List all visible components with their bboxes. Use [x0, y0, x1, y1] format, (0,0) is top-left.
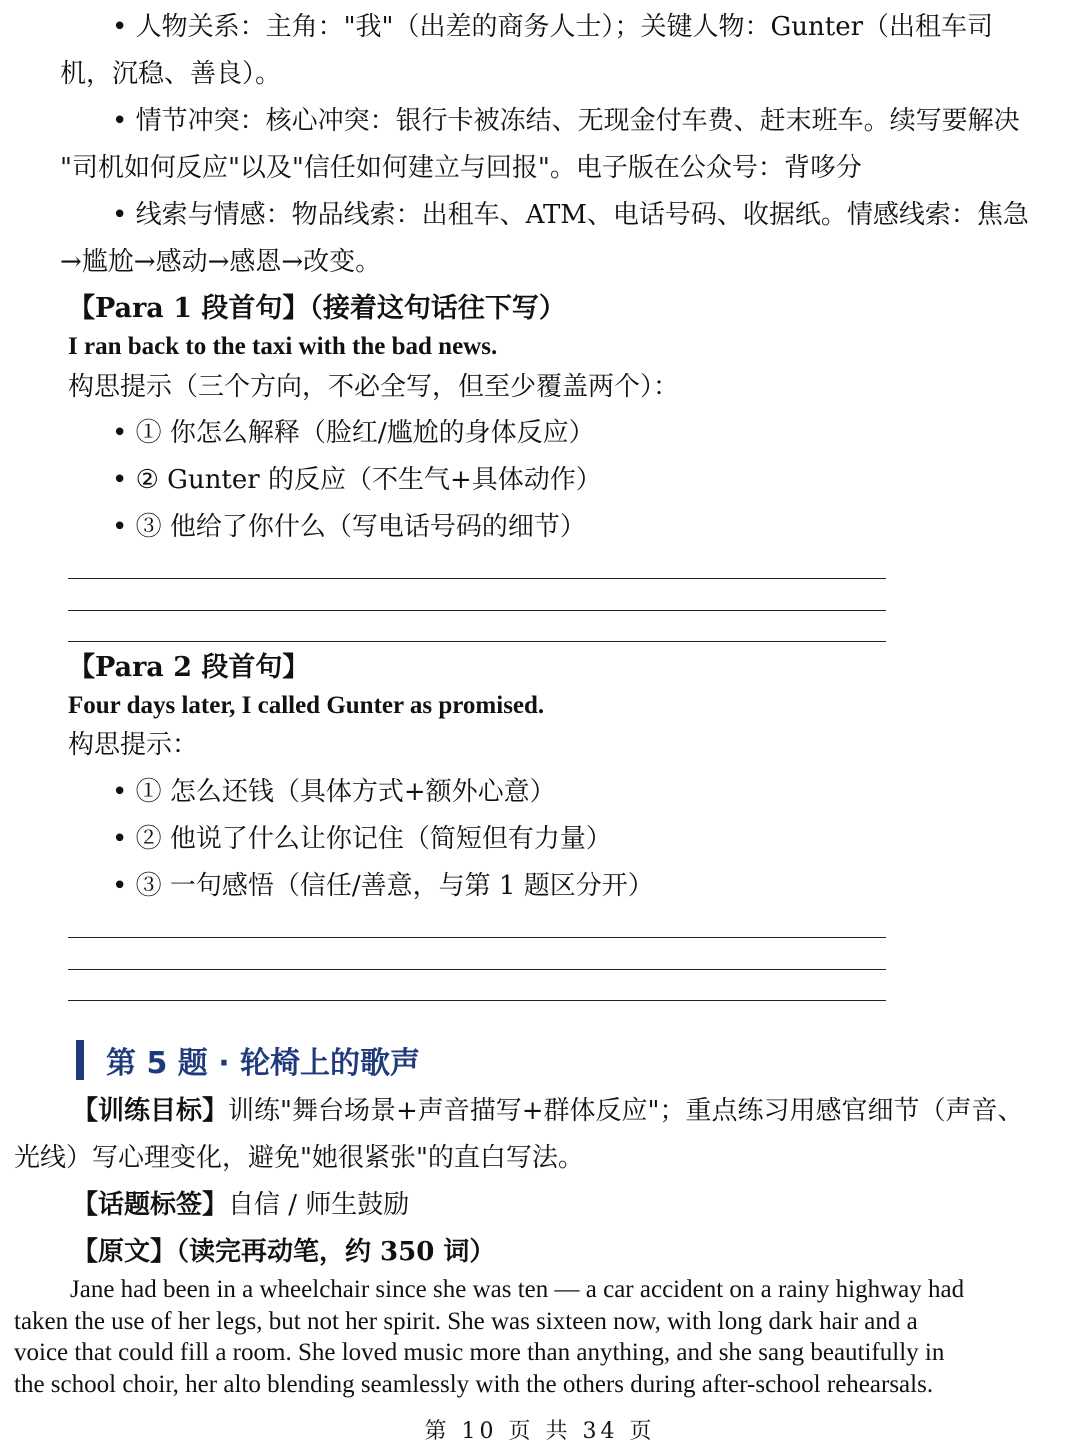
- tags-label: 【话题标签】: [72, 1190, 229, 1220]
- section-5-title: [76, 1038, 420, 1082]
- para1-sentence: I ran back to the taxi with the bad news.: [68, 333, 498, 360]
- para1-hint-1: • ① 你怎么解释（脸红/尴尬的身体反应）: [112, 418, 595, 448]
- para1-hint-2: • ② Gunter 的反应（不生气+具体动作）: [112, 465, 602, 495]
- section-marker: [76, 1040, 84, 1080]
- para2-hint-1: • ① 怎么还钱（具体方式+额外心意）: [112, 777, 556, 807]
- writing-line[interactable]: [68, 578, 886, 579]
- writing-line[interactable]: [68, 937, 886, 938]
- goal-label: 【训练目标】: [72, 1096, 229, 1126]
- tags-text: 自信 / 师生鼓励: [228, 1190, 410, 1220]
- para2-hint-3: • ③ 一句感悟（信任/善意，与第 1 题区分开）: [112, 871, 654, 901]
- relations-line-2: 机，沉稳、善良）。: [60, 59, 282, 89]
- conflict-line-1: • 情节冲突：核心冲突：银行卡被冻结、无现金付车费、赶末班车。续写要解决: [112, 106, 1020, 136]
- goal-line-1: [72, 1094, 1024, 1128]
- story-line: taken the use of her legs, but not her spirit. She was sixteen now, with long dark hair and a: [14, 1307, 918, 1335]
- goal-line-2: 光线）写心理变化，避免"她很紧张"的直白写法。: [14, 1143, 584, 1173]
- story-line: Jane had been in a wheelchair since she was ten — a car accident on a rainy highway had: [70, 1276, 965, 1303]
- clues-line-1: • 线索与情感：物品线索：出租车、ATM、电话号码、收据纸。情感线索：焦急: [112, 200, 1029, 230]
- writing-line[interactable]: [68, 969, 886, 970]
- conflict-line-2: "司机如何反应"以及"信任如何建立与回报"。电子版在公众号：背哆分: [60, 153, 862, 183]
- para2-hint-2: • ② 他说了什么让你记住（简短但有力量）: [112, 824, 612, 854]
- source-story: [14, 1274, 1054, 1400]
- story-line: the school choir, her alto blending seamlessly with the others during after-school rehearsals.: [14, 1370, 934, 1398]
- writing-line[interactable]: [68, 641, 886, 642]
- para1-heading: 【Para 1 段首句】（接着这句话往下写）: [68, 293, 566, 324]
- para2-heading: 【Para 2 段首句】: [68, 652, 310, 683]
- section-5-title-text: 第 5 题 · 轮椅上的歌声: [106, 1046, 421, 1081]
- writing-line[interactable]: [68, 1000, 886, 1001]
- goal-text-1: 训练"舞台场景+声音描写+群体反应"；重点练习用感官细节（声音、: [228, 1096, 1024, 1126]
- para2-hint-label: 构思提示：: [68, 730, 199, 760]
- relations-line-1: • 人物关系：主角："我"（出差的商务人士）；关键人物：Gunter（出租车司: [112, 12, 994, 42]
- para1-hint-label: 构思提示（三个方向，不必全写，但至少覆盖两个）：: [68, 372, 680, 402]
- story-line: voice that could fill a room. She loved music more than anything, and she sang beautifully in: [14, 1339, 945, 1366]
- source-label: 【原文】（读完再动笔，约 350 词）: [72, 1237, 496, 1267]
- para1-hint-3: • ③ 他给了你什么（写电话号码的细节）: [112, 512, 586, 542]
- tags-line: [72, 1188, 409, 1222]
- page-number: 第 10 页 共 34 页: [424, 1419, 656, 1444]
- para2-sentence: Four days later, I called Gunter as promised.: [68, 692, 545, 719]
- writing-line[interactable]: [68, 610, 886, 611]
- clues-line-2: →尴尬→感动→感恩→改变。: [60, 247, 382, 277]
